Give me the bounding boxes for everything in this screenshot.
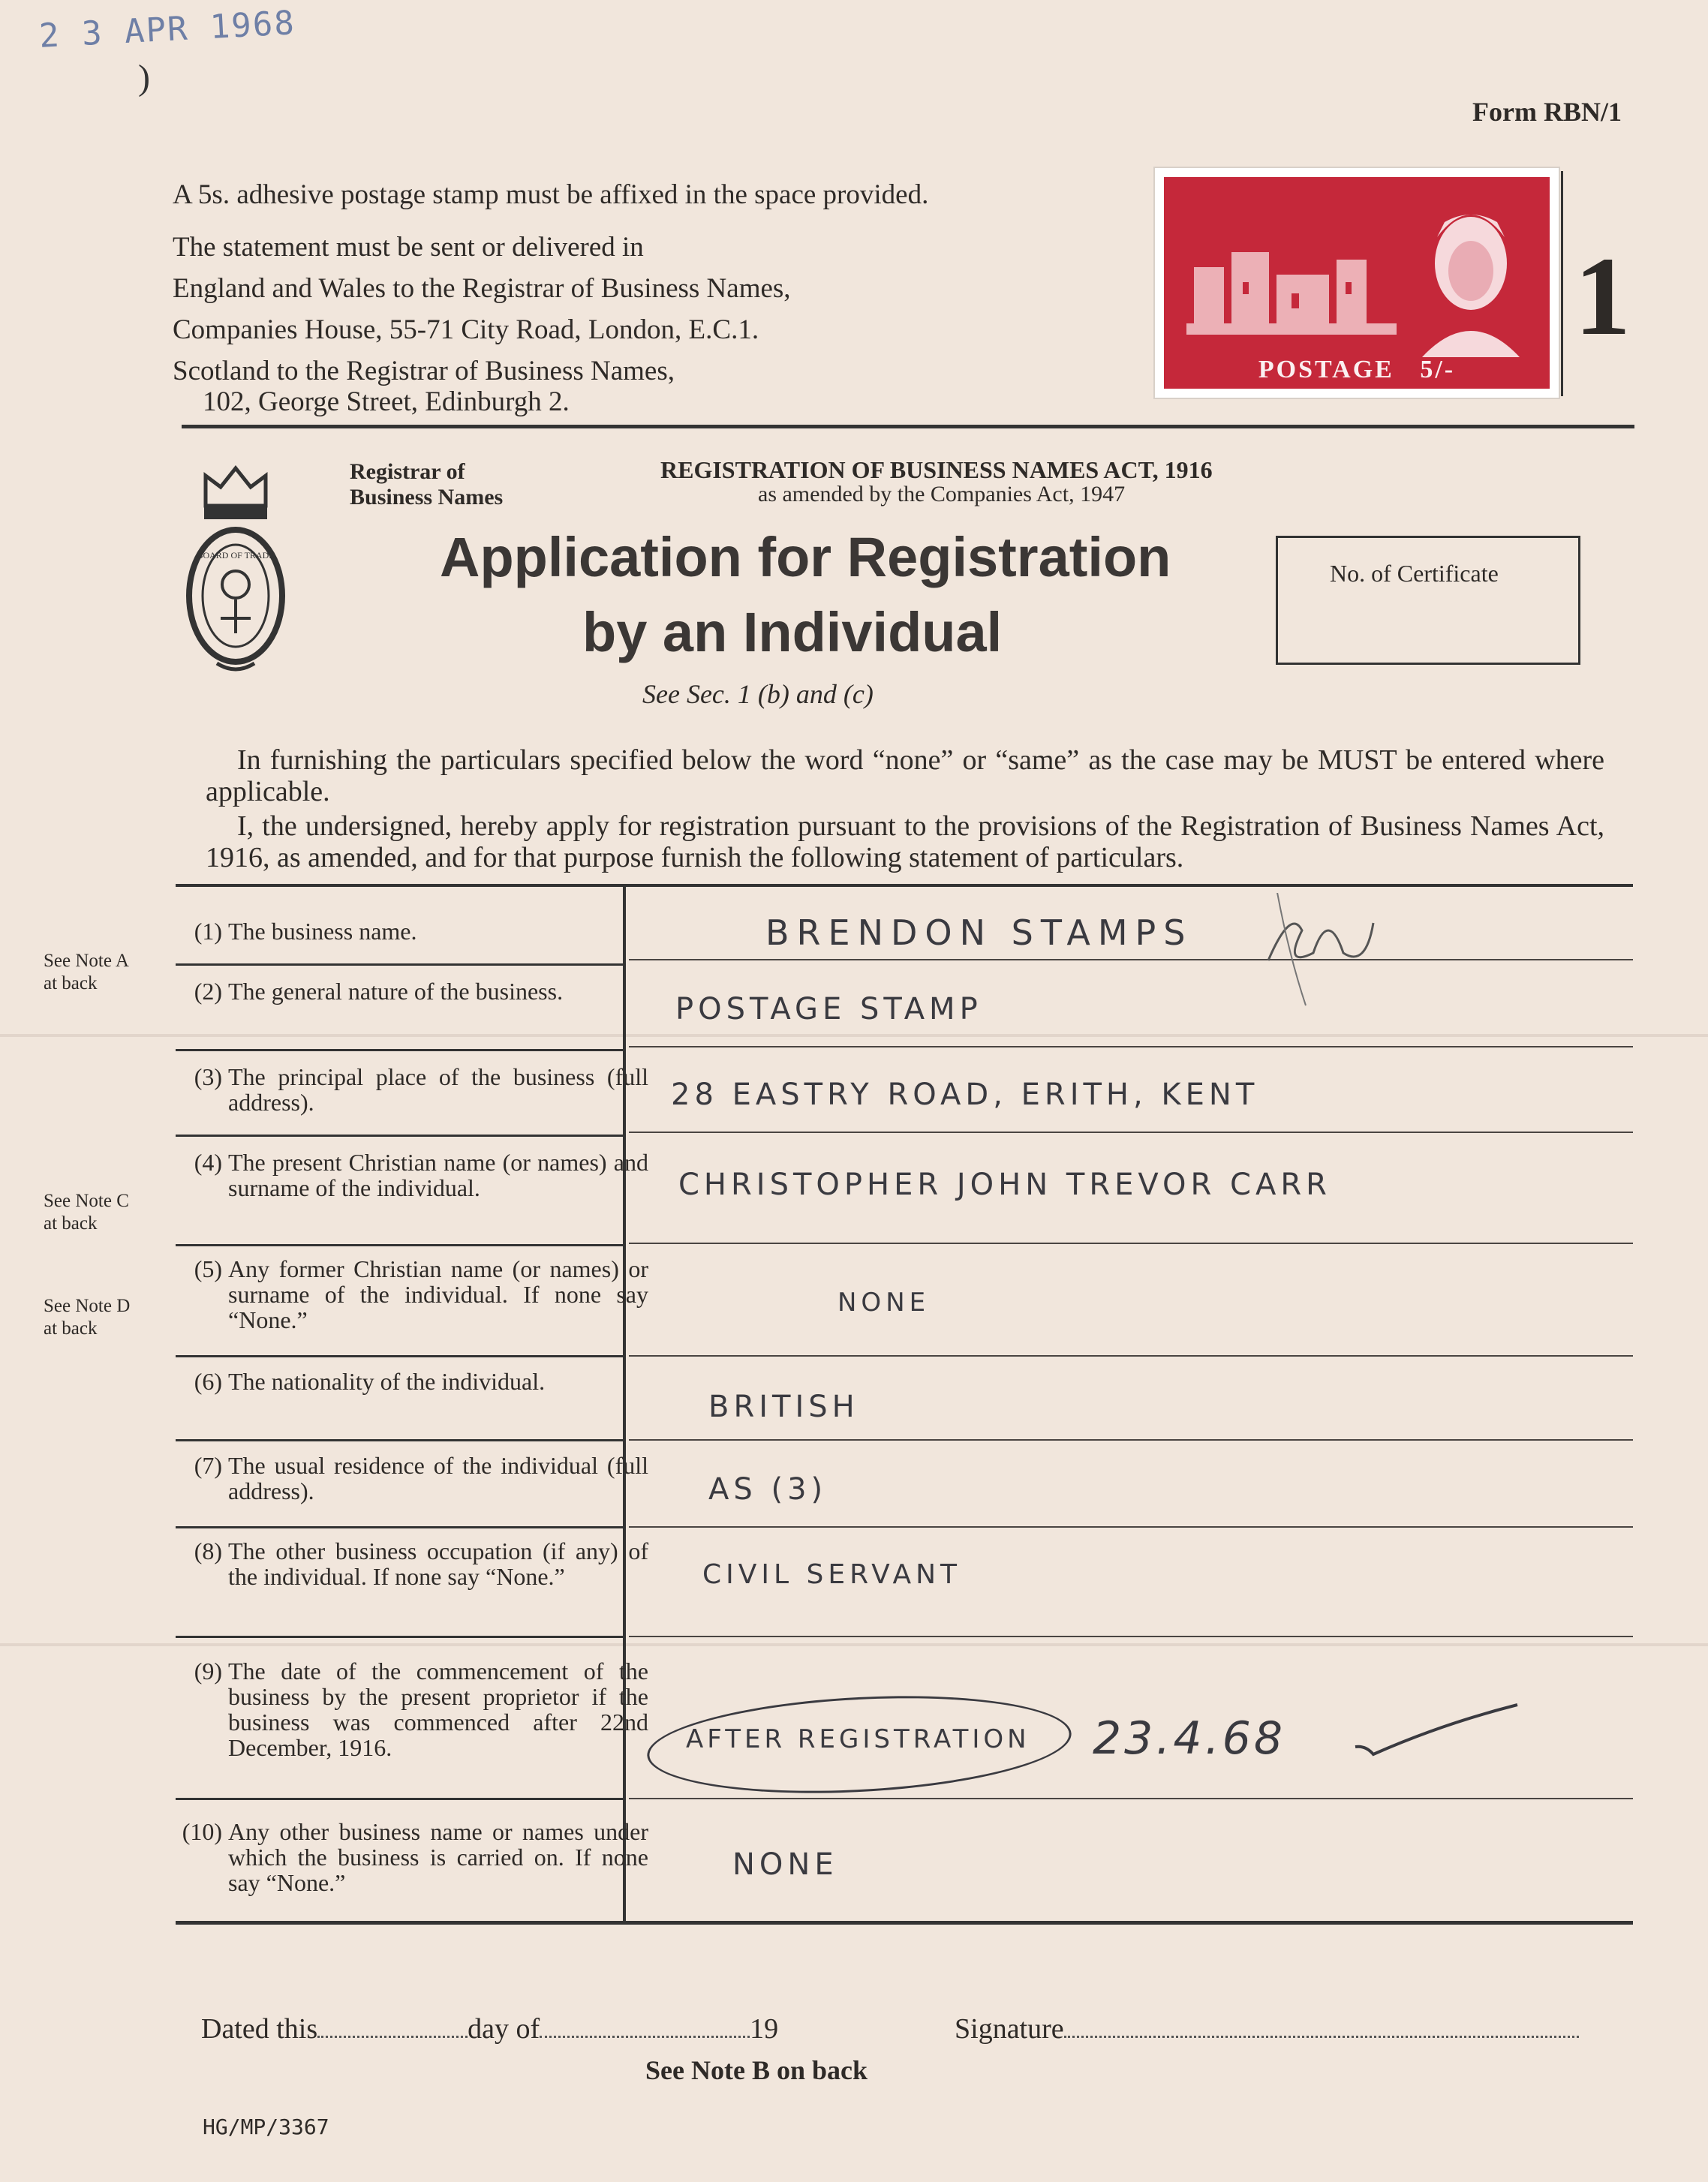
answer-other-names[interactable]: NONE [732, 1847, 838, 1882]
table-row-question: (1) The business name. [194, 918, 417, 945]
table-row-question: (9) The date of the commencement of the business by the present proprietor if the business was commenced after 22nd December, 1916. [194, 1658, 648, 1761]
table-row-question: (3) The principal place of the business (full address). [194, 1063, 648, 1116]
form-title-line2: by an Individual [582, 601, 1003, 663]
side-note-c: at back [44, 1213, 98, 1234]
answer-business-nature[interactable]: POSTAGE STAMP [675, 992, 982, 1026]
answer-other-occupation[interactable]: CIVIL SERVANT [702, 1559, 962, 1590]
signature-field[interactable] [1064, 2015, 1579, 2038]
answer-nationality[interactable]: BRITISH [708, 1390, 859, 1424]
board-of-trade-crest-icon [176, 453, 296, 675]
answer-former-name[interactable]: NONE [837, 1288, 931, 1318]
month-field[interactable] [540, 2015, 750, 2038]
intro-line: A 5s. adhesive postage stamp must be affixed in the space provided. [173, 179, 929, 210]
declaration-paragraph: I, the undersigned, hereby apply for registration pursuant to the provisions of the Registration of Business Names Act, 1916, as amended, and for that purpose furnish the following statement of particulars. [206, 810, 1604, 873]
intro-line: England and Wales to the Registrar of Business Names, [173, 273, 791, 304]
section-reference: See Sec. 1 (b) and (c) [642, 679, 874, 709]
table-row-question: (6) The nationality of the individual. [194, 1368, 546, 1395]
fold-line [0, 1034, 1708, 1037]
form-number: Form RBN/1 [1472, 97, 1622, 127]
act-title: REGISTRATION OF BUSINESS NAMES ACT, 1916 [660, 456, 1213, 483]
box-number: 1 [1574, 234, 1631, 359]
postage-stamp [1153, 167, 1560, 399]
fold-line [0, 1643, 1708, 1646]
intro-line: Scotland to the Registrar of Business Names, [173, 356, 675, 386]
side-note-d: See Note D [44, 1296, 131, 1316]
check-mark-icon [1351, 1702, 1523, 1762]
year-label: 19 [750, 2013, 779, 2045]
signature-label: Signature [955, 2013, 1064, 2045]
registrar-line: Registrar of [350, 459, 465, 484]
table-row-question: (10) Any other business name or names under which the business is carried on. If none say “None.” [182, 1818, 648, 1896]
side-note-c: See Note C [44, 1191, 129, 1211]
crest-text: BOARD OF TRADE [197, 550, 275, 561]
intro-line: 102, George Street, Edinburgh 2. [203, 386, 570, 417]
stamp-value: 5/- [1420, 356, 1456, 383]
table-bottom-rule [176, 1921, 1633, 1925]
certificate-label: No. of Certificate [1330, 560, 1499, 587]
answer-christian-name[interactable]: CHRISTOPHER JOHN TREVOR CARR [678, 1168, 1331, 1202]
see-note-b: See Note B on back [645, 2055, 868, 2085]
side-note-a: See Note A [44, 951, 129, 971]
table-row-question: (5) Any former Christian name (or names) or surname of the individual. If none say “None.” [194, 1255, 648, 1333]
dated-label: Dated this [201, 2013, 318, 2045]
form-reference: HG/MP/3367 [203, 2114, 329, 2139]
header-rule [182, 425, 1634, 428]
intro-line: The statement must be sent or delivered in [173, 232, 644, 263]
answer-principal-place[interactable]: 28 EASTRY ROAD, ERITH, KENT [671, 1077, 1259, 1112]
answer-business-name[interactable]: BRENDON STAMPS [765, 912, 1193, 953]
castle-icon [1186, 222, 1397, 335]
answer-commencement-date[interactable]: 23.4.68 [1093, 1712, 1286, 1765]
queen-portrait-icon [1400, 192, 1542, 357]
certificate-number-box[interactable] [1276, 536, 1580, 665]
side-note-a: at back [44, 973, 98, 993]
table-row-question: (4) The present Christian name (or names) and surname of the individual. [194, 1149, 648, 1201]
answer-commencement[interactable]: AFTER REGISTRATION [686, 1724, 1030, 1754]
stamp-label: POSTAGE [1258, 356, 1394, 383]
form-title-line1: Application for Registration [440, 526, 1171, 588]
initials-scribble-icon [1261, 893, 1396, 1013]
act-subtitle: as amended by the Companies Act, 1947 [758, 482, 1126, 506]
table-column-divider [623, 885, 626, 1922]
stamp-image [1164, 177, 1550, 389]
table-row-question: (8) The other business occupation (if any) of the individual. If none say “None.” [194, 1537, 648, 1590]
stamp-box-border [1561, 171, 1563, 396]
table-top-rule [176, 884, 1633, 887]
date-mark: ) [138, 58, 150, 98]
side-note-d: at back [44, 1318, 98, 1339]
table-row-question: (2) The general nature of the business. [194, 978, 564, 1005]
answer-residence[interactable]: AS (3) [708, 1472, 828, 1507]
registrar-line: Business Names [350, 485, 504, 509]
instruction-paragraph: In furnishing the particulars specified below the word “none” or “same” as the case may be MUST be entered where applicable. [206, 744, 1604, 807]
day-of-label: day of [468, 2013, 540, 2045]
dated-field[interactable] [317, 2015, 468, 2038]
table-row-question: (7) The usual residence of the individual (full address). [194, 1452, 648, 1504]
received-date-stamp: 2 3 APR 1968 [38, 4, 296, 56]
intro-line: Companies House, 55-71 City Road, London, E.C.1. [173, 314, 759, 345]
